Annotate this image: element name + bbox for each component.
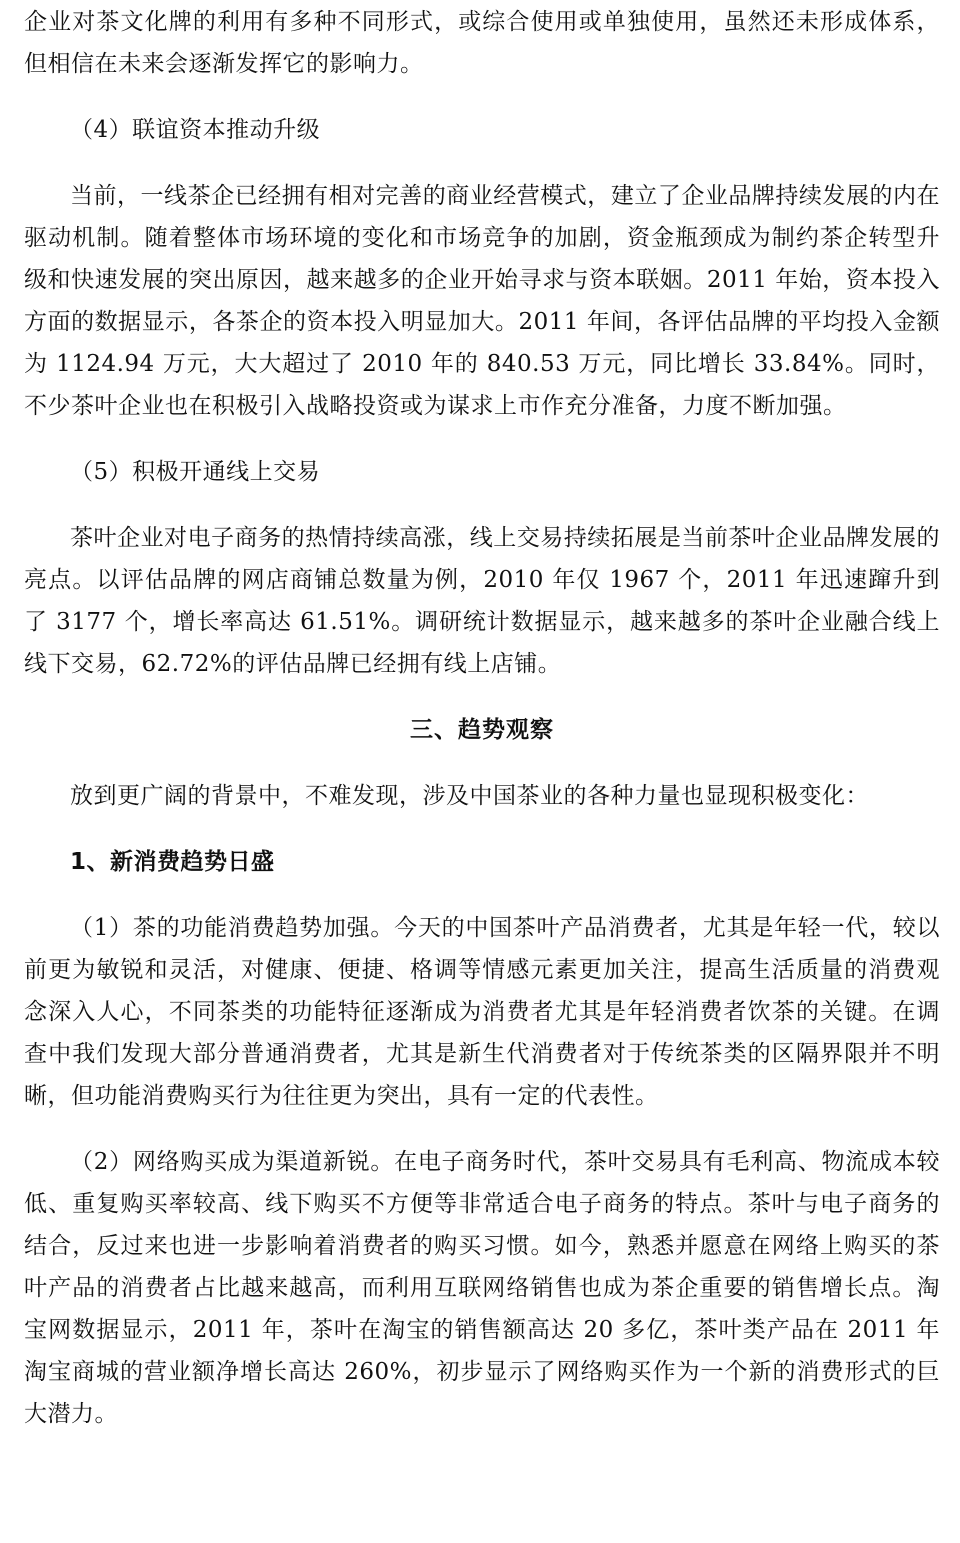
paragraph-online-trade: 茶叶企业对电子商务的热情持续高涨，线上交易持续拓展是当前茶叶企业品牌发展的亮点。以评估品牌的网店商铺总数量为例，2010 年仅 1967 个，2011 年迅速蹿升到了 3177 个，增长率高达 61.51%。调研统计数据显示，越来越多的茶叶企业融合线上线下交易，62.72%的评估品牌已经拥有线上店铺。 <box>24 525 940 677</box>
subheading-capital: （4）联谊资本推动升级 <box>70 117 321 143</box>
subheading-online-trade: （5）积极开通线上交易 <box>70 459 321 485</box>
section-heading-trends: 三、趋势观察 <box>410 717 554 743</box>
paragraph-trends-intro: 放到更广阔的背景中，不难发现，涉及中国茶业的各种力量也显现积极变化： <box>70 783 869 809</box>
paragraph-functional-consumption: （1）茶的功能消费趋势加强。今天的中国茶叶产品消费者，尤其是年轻一代，较以前更为敏锐和灵活，对健康、便捷、格调等情感元素更加关注，提高生活质量的消费观念深入人心，不同茶类的功能特征逐渐成为消费者尤其是年轻消费者饮茶的关键。在调查中我们发现大部分普通消费者，尤其是新生代消费者对于传统茶类的区隔界限并不明晰，但功能消费购买行为往往更为突出，具有一定的代表性。 <box>24 915 940 1109</box>
paragraph-capital: 当前，一线茶企已经拥有相对完善的商业经营模式，建立了企业品牌持续发展的内在驱动机制。随着整体市场环境的变化和市场竞争的加剧，资金瓶颈成为制约茶企转型升级和快速发展的突出原因，越来越多的企业开始寻求与资本联姻。2011 年始，资本投入方面的数据显示，各茶企的资本投入明显加大。2011 年间，各评估品牌的平均投入金额为 1124.94 万元，大大超过了 2010 年的 840.53 万元，同比增长 33.84%。同时，不少茶叶企业也在积极引入战略投资或为谋求上市作充分准备，力度不断加强。 <box>24 183 940 419</box>
heading-new-consumption: 1、新消费趋势日盛 <box>70 849 275 875</box>
paragraph-tea-culture: 企业对茶文化牌的利用有多种不同形式，或综合使用或单独使用，虽然还未形成体系，但相信在未来会逐渐发挥它的影响力。 <box>24 9 940 77</box>
paragraph-online-purchase: （2）网络购买成为渠道新锐。在电子商务时代，茶叶交易具有毛利高、物流成本较低、重复购买率较高、线下购买不方便等非常适合电子商务的特点。茶叶与电子商务的结合，反过来也进一步影响着消费者的购买习惯。如今，熟悉并愿意在网络上购买的茶叶产品的消费者占比越来越高，而利用互联网络销售也成为茶企重要的销售增长点。淘宝网数据显示，2011 年，茶叶在淘宝的销售额高达 20 多亿，茶叶类产品在 2011 年淘宝商城的营业额净增长高达 260%，初步显示了网络购买作为一个新的消费形式的巨大潜力。 <box>24 1149 940 1427</box>
